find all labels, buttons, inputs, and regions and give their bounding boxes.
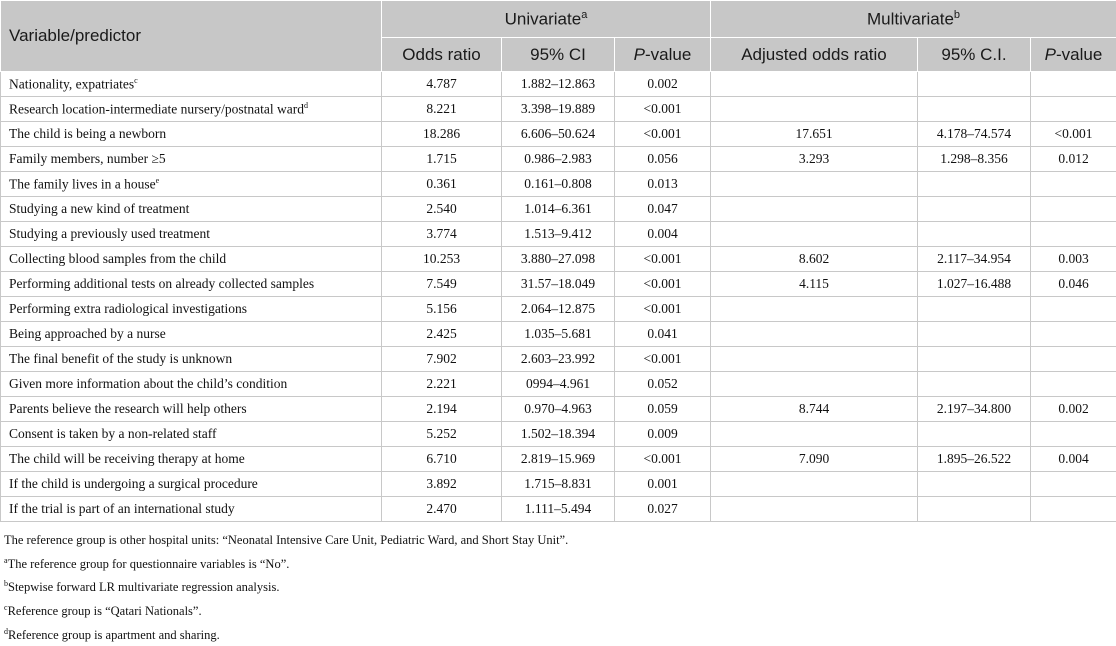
adjusted-ci-cell: 2.197–34.800 <box>918 397 1031 422</box>
adjusted-p-value-cell <box>1031 72 1116 97</box>
adjusted-p-value-cell <box>1031 497 1116 522</box>
adjusted-p-value-cell: 0.046 <box>1031 272 1116 297</box>
header-odds-ratio: Odds ratio <box>382 38 502 72</box>
footnote-text: Reference group is “Qatari Nationals”. <box>8 604 202 618</box>
table-row <box>1 322 1116 347</box>
adjusted-ci-cell <box>918 347 1031 372</box>
row-label <box>1 222 382 247</box>
adjusted-ci-cell: 4.178–74.574 <box>918 122 1031 147</box>
row-label-text: Collecting blood samples from the child <box>9 251 226 266</box>
ci-cell: 6.606–50.624 <box>502 122 615 147</box>
row-label <box>1 72 382 97</box>
adjusted-odds-ratio-cell: 3.293 <box>711 147 918 172</box>
row-label <box>1 272 382 297</box>
odds-ratio-cell: 3.774 <box>382 222 502 247</box>
p-value-cell: 0.027 <box>615 497 711 522</box>
adjusted-ci-cell <box>918 497 1031 522</box>
adjusted-odds-ratio-cell <box>711 322 918 347</box>
p-value-cell: <0.001 <box>615 97 711 122</box>
header-row-groups <box>1 1 1116 38</box>
table-row <box>1 397 1116 422</box>
row-label <box>1 497 382 522</box>
adjusted-p-value-cell <box>1031 347 1116 372</box>
p-value-cell: <0.001 <box>615 347 711 372</box>
p-value-cell: 0.001 <box>615 472 711 497</box>
odds-ratio-cell: 2.470 <box>382 497 502 522</box>
odds-ratio-cell: 5.252 <box>382 422 502 447</box>
row-label-text: If the trial is part of an international study <box>9 501 235 516</box>
row-label-text: Studying a previously used treatment <box>9 226 210 241</box>
ci-cell: 3.880–27.098 <box>502 247 615 272</box>
odds-ratio-cell: 6.710 <box>382 447 502 472</box>
table-row <box>1 222 1116 247</box>
row-label-text: Studying a new kind of treatment <box>9 201 189 216</box>
header-p-multivariate-rest: -value <box>1056 45 1102 64</box>
p-value-cell: 0.004 <box>615 222 711 247</box>
table-row <box>1 247 1116 272</box>
table-row <box>1 272 1116 297</box>
row-label-text: Research location-intermediate nursery/postnatal ward <box>9 101 304 116</box>
odds-ratio-cell: 2.425 <box>382 322 502 347</box>
p-value-cell: 0.041 <box>615 322 711 347</box>
row-label-text: The child is being a newborn <box>9 126 166 141</box>
adjusted-ci-cell <box>918 472 1031 497</box>
adjusted-odds-ratio-cell <box>711 422 918 447</box>
table-row <box>1 147 1116 172</box>
row-label <box>1 247 382 272</box>
ci-cell: 0994–4.961 <box>502 372 615 397</box>
header-ci-multivariate: 95% C.I. <box>918 38 1031 72</box>
p-value-cell: 0.009 <box>615 422 711 447</box>
p-value-cell: 0.059 <box>615 397 711 422</box>
adjusted-odds-ratio-cell: 7.090 <box>711 447 918 472</box>
ci-cell: 0.970–4.963 <box>502 397 615 422</box>
footnote <box>4 598 568 622</box>
header-p-univariate-italic: P <box>634 45 645 64</box>
table-body <box>1 72 1116 522</box>
odds-ratio-cell: 7.549 <box>382 272 502 297</box>
adjusted-odds-ratio-cell <box>711 172 918 197</box>
odds-ratio-cell: 1.715 <box>382 147 502 172</box>
table-footnotes <box>4 531 568 646</box>
row-label <box>1 197 382 222</box>
row-label-text: Parents believe the research will help others <box>9 401 247 416</box>
row-label-text: Consent is taken by a non-related staff <box>9 426 216 441</box>
adjusted-odds-ratio-cell: 4.115 <box>711 272 918 297</box>
adjusted-odds-ratio-cell <box>711 97 918 122</box>
footnote-mark: a <box>4 556 8 565</box>
adjusted-odds-ratio-cell: 8.744 <box>711 397 918 422</box>
table-row <box>1 172 1116 197</box>
odds-ratio-cell: 3.892 <box>382 472 502 497</box>
row-label-text: Nationality, expatriates <box>9 76 134 91</box>
header-variable: Variable/predictor <box>1 1 382 72</box>
row-label <box>1 347 382 372</box>
table-row <box>1 422 1116 447</box>
row-label-footnote-mark: e <box>156 176 160 185</box>
ci-cell: 1.502–18.394 <box>502 422 615 447</box>
adjusted-ci-cell <box>918 97 1031 122</box>
adjusted-ci-cell: 2.117–34.954 <box>918 247 1031 272</box>
table-row <box>1 72 1116 97</box>
row-label <box>1 97 382 122</box>
p-value-cell: 0.052 <box>615 372 711 397</box>
footnote-text: Stepwise forward LR multivariate regression analysis. <box>8 581 279 595</box>
table-row <box>1 197 1116 222</box>
row-label <box>1 447 382 472</box>
footnote-text: Reference group is apartment and sharing. <box>8 628 220 642</box>
p-value-cell: 0.047 <box>615 197 711 222</box>
row-label-text: The child will be receiving therapy at home <box>9 451 245 466</box>
header-p-univariate-rest: -value <box>645 45 691 64</box>
row-label <box>1 147 382 172</box>
odds-ratio-cell: 7.902 <box>382 347 502 372</box>
odds-ratio-cell: 8.221 <box>382 97 502 122</box>
row-label <box>1 397 382 422</box>
row-label-footnote-mark: d <box>304 101 308 110</box>
adjusted-ci-cell <box>918 372 1031 397</box>
adjusted-p-value-cell <box>1031 472 1116 497</box>
ci-cell: 1.715–8.831 <box>502 472 615 497</box>
ci-cell: 0.986–2.983 <box>502 147 615 172</box>
ci-cell: 0.161–0.808 <box>502 172 615 197</box>
row-label-text: Performing additional tests on already collected samples <box>9 276 314 291</box>
adjusted-odds-ratio-cell <box>711 347 918 372</box>
adjusted-p-value-cell: 0.002 <box>1031 397 1116 422</box>
table-row <box>1 347 1116 372</box>
ci-cell: 1.035–5.681 <box>502 322 615 347</box>
header-multivariate-sup: b <box>954 9 960 21</box>
row-label <box>1 472 382 497</box>
adjusted-odds-ratio-cell <box>711 497 918 522</box>
adjusted-odds-ratio-cell: 8.602 <box>711 247 918 272</box>
p-value-cell: <0.001 <box>615 297 711 322</box>
footnote-mark: d <box>4 627 8 636</box>
odds-ratio-cell: 2.540 <box>382 197 502 222</box>
p-value-cell: <0.001 <box>615 247 711 272</box>
adjusted-p-value-cell <box>1031 222 1116 247</box>
p-value-cell: <0.001 <box>615 447 711 472</box>
header-p-multivariate-italic: P <box>1045 45 1056 64</box>
row-label-text: Performing extra radiological investigations <box>9 301 247 316</box>
row-label <box>1 422 382 447</box>
adjusted-ci-cell: 1.895–26.522 <box>918 447 1031 472</box>
adjusted-p-value-cell <box>1031 372 1116 397</box>
footnote-text: The reference group is other hospital units: “Neonatal Intensive Care Unit, Pediatric Ward, and Short Stay Unit”. <box>4 533 568 547</box>
header-adjusted-odds-ratio: Adjusted odds ratio <box>711 38 918 72</box>
adjusted-p-value-cell: 0.003 <box>1031 247 1116 272</box>
row-label-text: Family members, number ≥5 <box>9 151 166 166</box>
adjusted-ci-cell <box>918 222 1031 247</box>
adjusted-ci-cell <box>918 297 1031 322</box>
footnote-mark: c <box>4 603 8 612</box>
odds-ratio-cell: 2.221 <box>382 372 502 397</box>
table-row <box>1 472 1116 497</box>
adjusted-odds-ratio-cell: 17.651 <box>711 122 918 147</box>
table-row <box>1 97 1116 122</box>
footnote <box>4 551 568 575</box>
row-label-footnote-mark: c <box>134 76 138 85</box>
row-label <box>1 172 382 197</box>
ci-cell: 31.57–18.049 <box>502 272 615 297</box>
row-label <box>1 372 382 397</box>
odds-ratio-cell: 0.361 <box>382 172 502 197</box>
header-multivariate-text: Multivariate <box>867 9 954 28</box>
adjusted-odds-ratio-cell <box>711 72 918 97</box>
adjusted-ci-cell: 1.298–8.356 <box>918 147 1031 172</box>
adjusted-p-value-cell <box>1031 172 1116 197</box>
ci-cell: 1.513–9.412 <box>502 222 615 247</box>
odds-ratio-cell: 10.253 <box>382 247 502 272</box>
header-multivariate <box>711 1 1116 38</box>
header-ci-univariate: 95% CI <box>502 38 615 72</box>
table-row <box>1 122 1116 147</box>
adjusted-ci-cell <box>918 322 1031 347</box>
adjusted-ci-cell <box>918 72 1031 97</box>
adjusted-p-value-cell <box>1031 422 1116 447</box>
ci-cell: 1.882–12.863 <box>502 72 615 97</box>
header-univariate-sup: a <box>581 9 587 21</box>
header-univariate-text: Univariate <box>505 9 582 28</box>
footnote-text: The reference group for questionnaire variables is “No”. <box>8 557 290 571</box>
ci-cell: 2.064–12.875 <box>502 297 615 322</box>
p-value-cell: 0.013 <box>615 172 711 197</box>
p-value-cell: <0.001 <box>615 272 711 297</box>
row-label <box>1 297 382 322</box>
ci-cell: 2.819–15.969 <box>502 447 615 472</box>
row-label <box>1 122 382 147</box>
adjusted-p-value-cell <box>1031 322 1116 347</box>
adjusted-ci-cell <box>918 172 1031 197</box>
table-row <box>1 497 1116 522</box>
odds-ratio-cell: 4.787 <box>382 72 502 97</box>
header-p-univariate <box>615 38 711 72</box>
footnote <box>4 622 568 646</box>
adjusted-p-value-cell: <0.001 <box>1031 122 1116 147</box>
adjusted-odds-ratio-cell <box>711 222 918 247</box>
footnote <box>4 574 568 598</box>
row-label <box>1 322 382 347</box>
adjusted-p-value-cell <box>1031 197 1116 222</box>
header-p-multivariate <box>1031 38 1116 72</box>
adjusted-ci-cell: 1.027–16.488 <box>918 272 1031 297</box>
table-row <box>1 447 1116 472</box>
ci-cell: 1.111–5.494 <box>502 497 615 522</box>
ci-cell: 1.014–6.361 <box>502 197 615 222</box>
odds-ratio-cell: 2.194 <box>382 397 502 422</box>
row-label-text: If the child is undergoing a surgical procedure <box>9 476 258 491</box>
adjusted-ci-cell <box>918 197 1031 222</box>
ci-cell: 2.603–23.992 <box>502 347 615 372</box>
p-value-cell: 0.056 <box>615 147 711 172</box>
row-label-text: Given more information about the child’s condition <box>9 376 287 391</box>
row-label-text: The family lives in a house <box>9 176 156 191</box>
adjusted-p-value-cell: 0.004 <box>1031 447 1116 472</box>
adjusted-odds-ratio-cell <box>711 372 918 397</box>
row-label-text: The final benefit of the study is unknown <box>9 351 232 366</box>
odds-ratio-cell: 5.156 <box>382 297 502 322</box>
adjusted-p-value-cell: 0.012 <box>1031 147 1116 172</box>
adjusted-p-value-cell <box>1031 297 1116 322</box>
footnote <box>4 531 568 551</box>
adjusted-odds-ratio-cell <box>711 297 918 322</box>
table-row <box>1 297 1116 322</box>
adjusted-p-value-cell <box>1031 97 1116 122</box>
odds-ratio-cell: 18.286 <box>382 122 502 147</box>
adjusted-odds-ratio-cell <box>711 472 918 497</box>
ci-cell: 3.398–19.889 <box>502 97 615 122</box>
p-value-cell: 0.002 <box>615 72 711 97</box>
header-univariate <box>382 1 711 38</box>
p-value-cell: <0.001 <box>615 122 711 147</box>
table-row <box>1 372 1116 397</box>
footnote-mark: b <box>4 579 8 588</box>
adjusted-ci-cell <box>918 422 1031 447</box>
adjusted-odds-ratio-cell <box>711 197 918 222</box>
row-label-text: Being approached by a nurse <box>9 326 166 341</box>
